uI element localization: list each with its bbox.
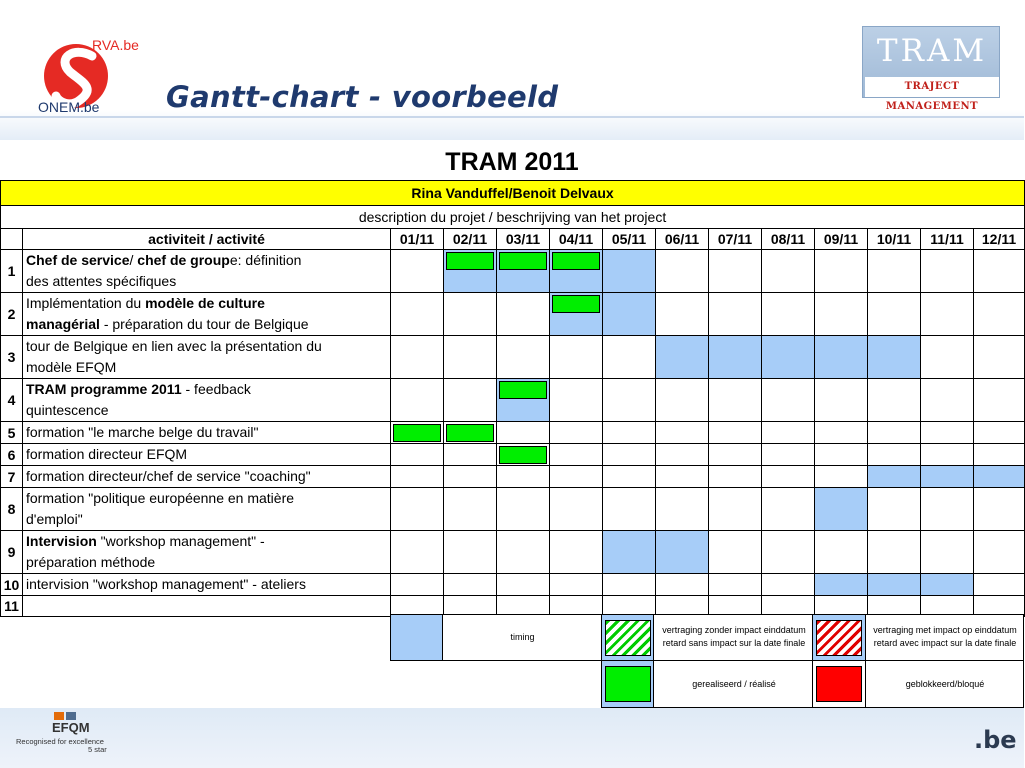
legend-delay-no-impact-nl: vertraging zonder impact einddatum xyxy=(662,625,806,635)
timeline-cell xyxy=(391,250,444,293)
activity-cell xyxy=(23,574,391,596)
timeline-cell xyxy=(550,379,603,422)
activity-line: formation "le marche belge du travail" xyxy=(26,424,259,440)
slide-title: Gantt-chart - voorbeeld xyxy=(166,80,559,114)
activity-line: modèle EFQM xyxy=(26,359,117,375)
month-header: 01/11 xyxy=(391,229,444,250)
planned-cell xyxy=(868,574,921,596)
activity-line: formation "politique européenne en matière xyxy=(26,490,295,506)
legend-realised-label: gerealiseerd / réalisé xyxy=(692,679,776,689)
timeline-cell xyxy=(815,466,868,488)
planned-cell xyxy=(921,574,974,596)
month-header: 08/11 xyxy=(762,229,815,250)
timeline-cell xyxy=(444,336,497,379)
timeline-cell xyxy=(709,531,762,574)
timeline-cell xyxy=(815,379,868,422)
rva-text: RVA.be xyxy=(92,37,139,53)
timeline-cell xyxy=(550,444,603,466)
timeline-cell xyxy=(762,444,815,466)
activity-line: managérial - préparation du tour de Belgique xyxy=(26,316,309,332)
timeline-cell xyxy=(391,466,444,488)
timeline-cell xyxy=(762,466,815,488)
timeline-cell xyxy=(709,574,762,596)
header-row xyxy=(1,229,1025,250)
legend-blocked-swatch xyxy=(816,666,862,702)
timeline-cell xyxy=(550,422,603,444)
realised-bar xyxy=(550,293,603,336)
timeline-cell xyxy=(762,293,815,336)
onem-text: ONEM.be xyxy=(38,99,100,115)
planned-cell xyxy=(974,466,1025,488)
timeline-cell xyxy=(603,466,656,488)
row-number: 8 xyxy=(1,488,23,531)
timeline-cell xyxy=(444,466,497,488)
timeline-cell xyxy=(603,379,656,422)
timeline-cell xyxy=(444,531,497,574)
tram-logo-subtitle: TRAJECT MANAGEMENT xyxy=(865,77,999,97)
timeline-cell xyxy=(709,488,762,531)
legend-blocked-label: geblokkeerd/bloqué xyxy=(905,679,985,689)
description-row xyxy=(1,206,1025,229)
timeline-cell xyxy=(444,293,497,336)
efqm-logo xyxy=(16,712,116,762)
timeline-cell xyxy=(656,250,709,293)
legend-delay-impact-nl: vertraging met impact op einddatum xyxy=(873,625,1017,635)
timeline-cell xyxy=(497,293,550,336)
activity-row xyxy=(1,466,1025,488)
row-number: 9 xyxy=(1,531,23,574)
timeline-cell xyxy=(815,531,868,574)
activity-line: tour de Belgique en lien avec la présentation du xyxy=(26,338,322,354)
timeline-cell xyxy=(974,574,1025,596)
activity-row xyxy=(1,250,1025,293)
timeline-cell xyxy=(391,574,444,596)
realised-bar xyxy=(391,422,444,444)
timeline-cell xyxy=(815,422,868,444)
document-title: TRAM 2011 xyxy=(445,148,579,176)
planned-cell xyxy=(603,250,656,293)
timeline-cell xyxy=(391,379,444,422)
timeline-cell xyxy=(762,422,815,444)
activity-cell xyxy=(23,596,391,617)
planned-cell xyxy=(868,336,921,379)
realised-bar xyxy=(497,444,550,466)
timeline-cell xyxy=(497,466,550,488)
planned-cell xyxy=(815,574,868,596)
activity-row xyxy=(1,444,1025,466)
timeline-cell xyxy=(868,531,921,574)
timeline-cell xyxy=(497,488,550,531)
timeline-cell xyxy=(656,444,709,466)
banner-row xyxy=(1,181,1025,206)
timeline-cell xyxy=(815,250,868,293)
timeline-cell xyxy=(974,444,1025,466)
timeline-cell xyxy=(868,379,921,422)
timeline-cell xyxy=(921,250,974,293)
timeline-cell xyxy=(709,379,762,422)
planned-cell xyxy=(709,336,762,379)
legend-delay-no-impact-swatch xyxy=(605,620,651,656)
activity-line: Chef de service/ chef de groupe: définition xyxy=(26,252,302,268)
legend-realised-swatch xyxy=(605,666,651,702)
planned-cell xyxy=(762,336,815,379)
timeline-cell xyxy=(868,488,921,531)
timeline-cell xyxy=(603,422,656,444)
activity-row xyxy=(1,379,1025,422)
activity-cell xyxy=(23,531,391,574)
month-header: 03/11 xyxy=(497,229,550,250)
timeline-cell xyxy=(921,379,974,422)
row-number: 11 xyxy=(1,596,23,617)
activity-line: Implémentation du modèle de culture xyxy=(26,295,265,311)
timeline-cell xyxy=(762,574,815,596)
header-divider xyxy=(0,116,1024,118)
timeline-cell xyxy=(868,444,921,466)
activity-line: préparation méthode xyxy=(26,554,156,570)
legend-delay-impact-fr: retard avec impact sur la date finale xyxy=(873,638,1017,648)
timeline-cell xyxy=(974,488,1025,531)
timeline-cell xyxy=(868,250,921,293)
timeline-cell xyxy=(868,293,921,336)
planned-cell xyxy=(815,488,868,531)
timeline-cell xyxy=(921,488,974,531)
activity-cell xyxy=(23,488,391,531)
timeline-cell xyxy=(656,379,709,422)
be-logo: .be xyxy=(974,726,1017,754)
timeline-cell xyxy=(762,531,815,574)
timeline-cell xyxy=(974,250,1025,293)
activity-row xyxy=(1,293,1025,336)
month-header: 06/11 xyxy=(656,229,709,250)
legend-delay-no-impact-fr: retard sans impact sur la date finale xyxy=(662,638,806,648)
planned-cell xyxy=(921,466,974,488)
timeline-cell xyxy=(497,574,550,596)
efqm-star: 5 star xyxy=(88,745,107,754)
activity-row xyxy=(1,488,1025,531)
activity-cell xyxy=(23,250,391,293)
timeline-cell xyxy=(603,574,656,596)
activity-line: d'emploi" xyxy=(26,511,83,527)
timeline-cell xyxy=(656,574,709,596)
timeline-cell xyxy=(444,488,497,531)
gantt-table xyxy=(0,180,1025,617)
timeline-cell xyxy=(497,422,550,444)
planned-cell xyxy=(656,336,709,379)
timeline-cell xyxy=(815,444,868,466)
timeline-cell xyxy=(603,444,656,466)
project-description: description du projet / beschrijving van het project xyxy=(1,206,1025,229)
timeline-cell xyxy=(762,488,815,531)
timeline-cell xyxy=(974,336,1025,379)
row-number: 5 xyxy=(1,422,23,444)
row-number: 4 xyxy=(1,379,23,422)
planned-cell xyxy=(656,531,709,574)
timeline-cell xyxy=(974,422,1025,444)
activity-line: formation directeur EFQM xyxy=(26,446,188,462)
timeline-cell xyxy=(974,293,1025,336)
activity-cell xyxy=(23,379,391,422)
activity-cell xyxy=(23,444,391,466)
activity-cell xyxy=(23,466,391,488)
legend-delay-impact-swatch xyxy=(816,620,862,656)
number-header xyxy=(1,229,23,250)
month-header: 04/11 xyxy=(550,229,603,250)
timeline-cell xyxy=(603,488,656,531)
timeline-cell xyxy=(444,379,497,422)
activity-row xyxy=(1,531,1025,574)
realised-bar xyxy=(497,250,550,293)
realised-bar xyxy=(444,250,497,293)
slide-footer xyxy=(0,708,1024,768)
planned-cell xyxy=(868,466,921,488)
activity-row xyxy=(1,336,1025,379)
timeline-cell xyxy=(762,250,815,293)
row-number: 7 xyxy=(1,466,23,488)
timeline-cell xyxy=(656,293,709,336)
activity-cell xyxy=(23,293,391,336)
timeline-cell xyxy=(603,336,656,379)
planned-cell xyxy=(603,293,656,336)
timeline-cell xyxy=(550,574,603,596)
timeline-cell xyxy=(762,379,815,422)
month-header: 10/11 xyxy=(868,229,921,250)
month-header: 02/11 xyxy=(444,229,497,250)
timeline-cell xyxy=(921,422,974,444)
month-header: 05/11 xyxy=(603,229,656,250)
planned-cell xyxy=(815,336,868,379)
row-number: 3 xyxy=(1,336,23,379)
activity-cell xyxy=(23,422,391,444)
timeline-cell xyxy=(921,444,974,466)
timeline-cell xyxy=(391,488,444,531)
timeline-cell xyxy=(921,531,974,574)
timeline-cell xyxy=(868,422,921,444)
timeline-cell xyxy=(709,444,762,466)
row-number: 6 xyxy=(1,444,23,466)
timeline-cell xyxy=(974,379,1025,422)
timeline-cell xyxy=(709,466,762,488)
month-header: 12/11 xyxy=(974,229,1025,250)
activity-line: des attentes spécifiques xyxy=(26,273,177,289)
activity-cell xyxy=(23,336,391,379)
timeline-cell xyxy=(550,488,603,531)
project-owners: Rina Vanduffel/Benoit Delvaux xyxy=(1,181,1025,206)
timeline-cell xyxy=(974,531,1025,574)
tram-logo-word: TRAM xyxy=(876,33,988,69)
activity-line: formation directeur/chef de service "coaching" xyxy=(26,468,311,484)
timeline-cell xyxy=(550,336,603,379)
timeline-cell xyxy=(497,336,550,379)
timeline-cell xyxy=(815,293,868,336)
tram-logo xyxy=(862,26,1000,112)
row-number: 10 xyxy=(1,574,23,596)
efqm-text: EFQM xyxy=(52,720,90,735)
activity-row xyxy=(1,574,1025,596)
timeline-cell xyxy=(656,466,709,488)
timeline-cell xyxy=(709,422,762,444)
realised-bar xyxy=(497,379,550,422)
rva-onem-logo xyxy=(34,36,139,116)
timeline-cell xyxy=(391,336,444,379)
realised-bar xyxy=(444,422,497,444)
activity-line: Intervision "workshop management" - xyxy=(26,533,265,549)
month-header: 09/11 xyxy=(815,229,868,250)
month-header: 11/11 xyxy=(921,229,974,250)
activity-row xyxy=(1,422,1025,444)
timeline-cell xyxy=(497,531,550,574)
activity-line: quintescence xyxy=(26,402,109,418)
timeline-cell xyxy=(656,488,709,531)
legend-timing-swatch xyxy=(390,614,443,661)
activity-header: activiteit / activité xyxy=(23,229,391,250)
legend-timing-label: timing xyxy=(510,632,535,642)
row-number: 1 xyxy=(1,250,23,293)
timeline-cell xyxy=(444,574,497,596)
activity-line: intervision "workshop management" - ateliers xyxy=(26,576,306,592)
row-number: 2 xyxy=(1,293,23,336)
timeline-cell xyxy=(444,444,497,466)
realised-bar xyxy=(550,250,603,293)
timeline-cell xyxy=(921,336,974,379)
activity-line: TRAM programme 2011 - feedback xyxy=(26,381,251,397)
timeline-cell xyxy=(550,466,603,488)
planned-cell xyxy=(603,531,656,574)
timeline-cell xyxy=(391,531,444,574)
timeline-cell xyxy=(550,531,603,574)
timeline-cell xyxy=(391,444,444,466)
timeline-cell xyxy=(656,422,709,444)
timeline-cell xyxy=(709,250,762,293)
month-header: 07/11 xyxy=(709,229,762,250)
efqm-recognised: Recognised for excellence xyxy=(16,737,104,746)
timeline-cell xyxy=(391,293,444,336)
timeline-cell xyxy=(709,293,762,336)
timeline-cell xyxy=(921,293,974,336)
